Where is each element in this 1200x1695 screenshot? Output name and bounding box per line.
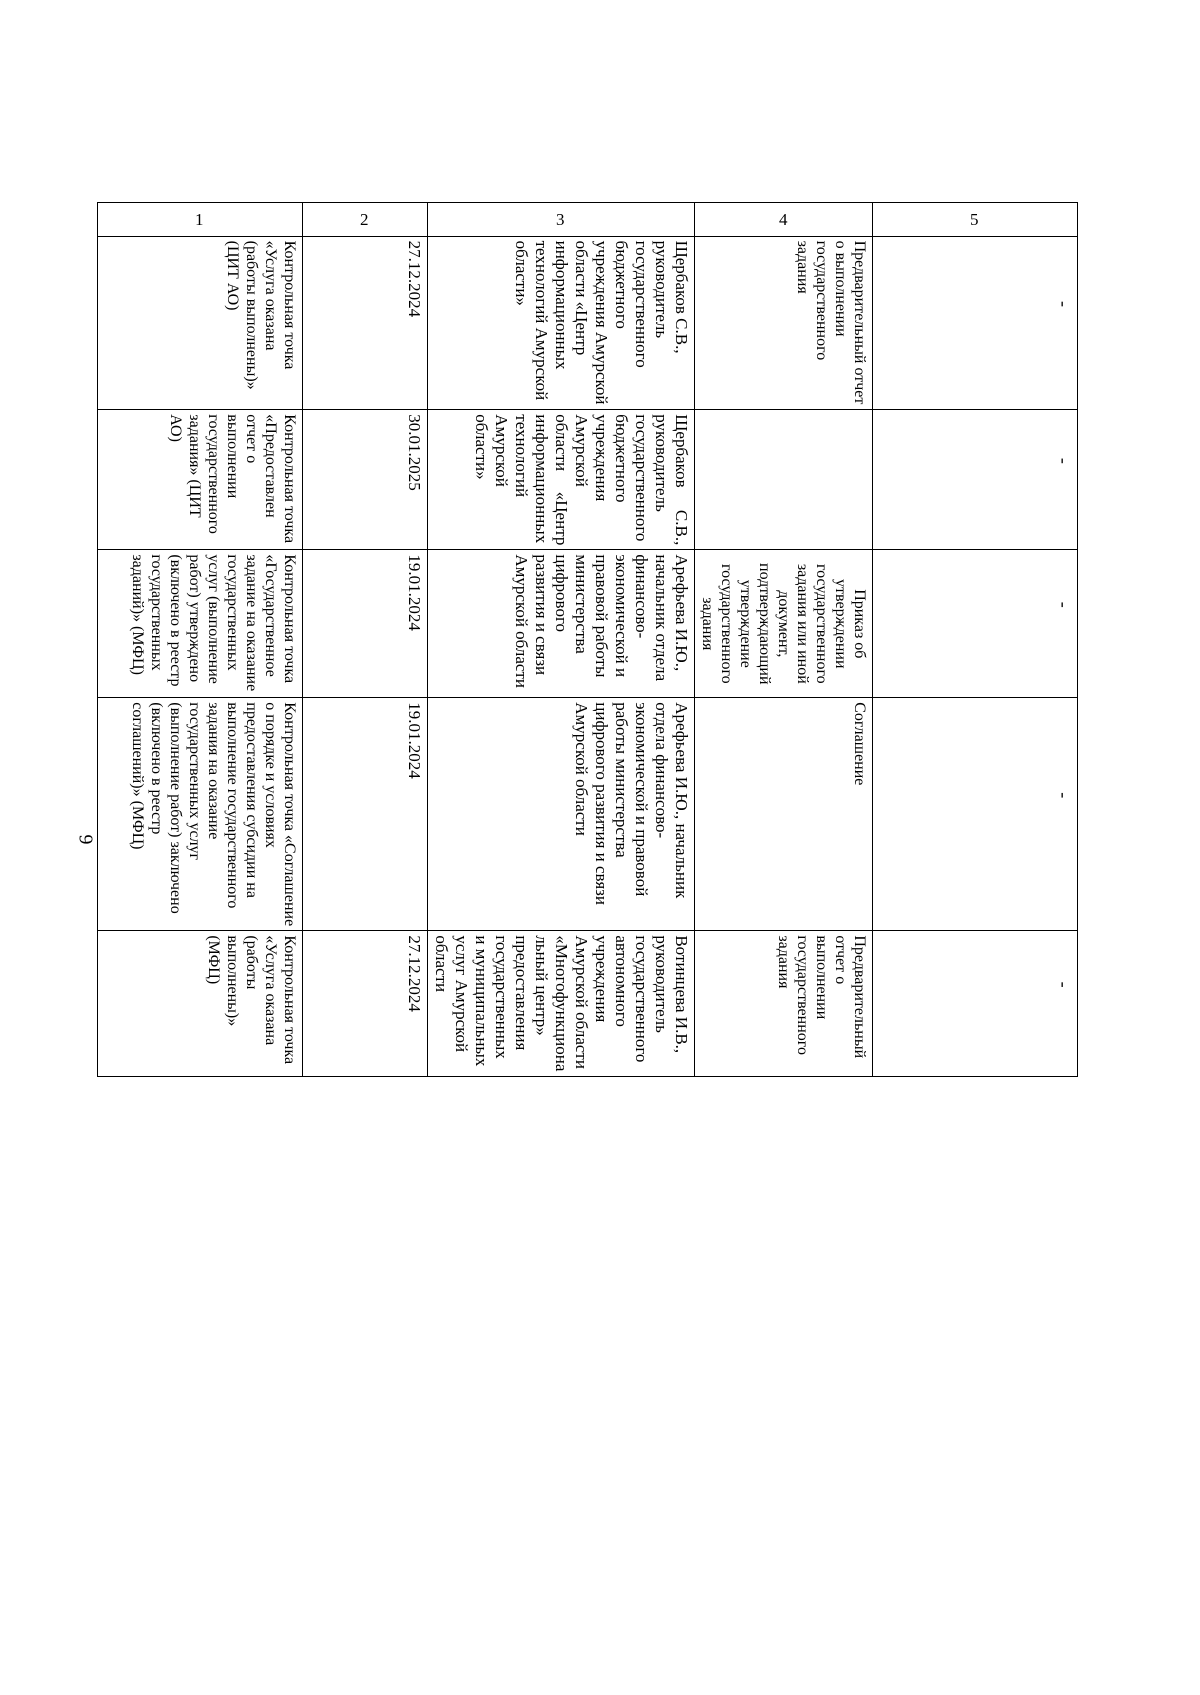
page-number: 6	[75, 834, 98, 845]
table-cell: 30.01.2025	[303, 410, 428, 550]
table-cell: 19.01.2024	[303, 550, 428, 698]
table-line-col-3	[428, 203, 695, 1077]
table-line-col-2	[303, 203, 428, 1077]
table-cell: Щербаков С.В., руководитель государственного бюджетного учреждения Амурской области «Центр информационных технологий Амурской области»	[428, 236, 695, 410]
table-cell: Контрольная точка «Услуга оказана (работы выполнены)» (МФЦ)	[98, 931, 303, 1077]
dash-mark: -	[1054, 601, 1074, 608]
header-col-3: 3	[428, 203, 695, 237]
table-cell: Предварительный отчет о выполнении государственного задания	[695, 236, 873, 410]
rotated-table-container	[123, 202, 1078, 1077]
dash-mark: -	[1054, 300, 1074, 307]
table-cell	[873, 698, 1078, 931]
table-cell: Арефьева И.Ю., начальник отдела финансово-экономической и правовой работы министерства цифрового развития и связи Амурской области	[428, 550, 695, 698]
table-cell: Щербаков С.В., руководитель государственного бюджетного учреждения Амурской области «Центр информационных технологий Амурской области»	[428, 410, 695, 550]
table-cell: 27.12.2024	[303, 931, 428, 1077]
header-col-4: 4	[695, 203, 873, 237]
table-cell: Предварительный отчет о выполнении государственного задания	[695, 931, 873, 1077]
control-points-table	[97, 202, 1078, 1077]
header-col-1: 1	[98, 203, 303, 237]
table-cell: 19.01.2024	[303, 698, 428, 931]
table-cell	[873, 410, 1078, 550]
table-cell: Вотинцева И.В., руководитель государственного автономного учреждения Амурской области «Многофункциональный центр» предоставления государственных и муниципальных услуг Амурской области	[428, 931, 695, 1077]
table-cell: Контрольная точка «Соглашение о порядке и условиях предоставления субсидии на выполнение государственного задания на оказание государственных услуг (выполнение работ) заключено (включено в реестр соглашений)» (МФЦ)	[98, 698, 303, 931]
table-line-col-5	[873, 203, 1078, 1077]
dash-mark: -	[1054, 981, 1074, 988]
table-cell: Соглашение	[695, 698, 873, 931]
table-cell	[873, 931, 1078, 1077]
table-line-col-1	[98, 203, 303, 1077]
header-col-5: 5	[873, 203, 1078, 237]
table-cell: Приказ об утверждении государственного задания или иной документ, подтверждающий утверждение государственного задания	[695, 550, 873, 698]
table-cell: 27.12.2024	[303, 236, 428, 410]
table-cell: Контрольная точка «Услуга оказана (работы выполнены)» (ЦИТ АО)	[98, 236, 303, 410]
header-col-2: 2	[303, 203, 428, 237]
table-line-col-4	[695, 203, 873, 1077]
table-cell	[873, 550, 1078, 698]
table-cell: Контрольная точка «Государственное задание на оказание государственных услуг (выполнение работ) утверждено (включено в реестр государственных заданий)» (МФЦ)	[98, 550, 303, 698]
dash-mark: -	[1054, 792, 1074, 799]
table-cell: Контрольная точка «Предоставлен отчет о выполнении государственного задания» (ЦИТ АО)	[98, 410, 303, 550]
dash-mark: -	[1054, 457, 1074, 464]
table-cell	[695, 410, 873, 550]
table-cell: Арефьева И.Ю., начальник отдела финансово-экономической и правовой работы министерства цифрового развития и связи Амурской области	[428, 698, 695, 931]
table-cell	[873, 236, 1078, 410]
